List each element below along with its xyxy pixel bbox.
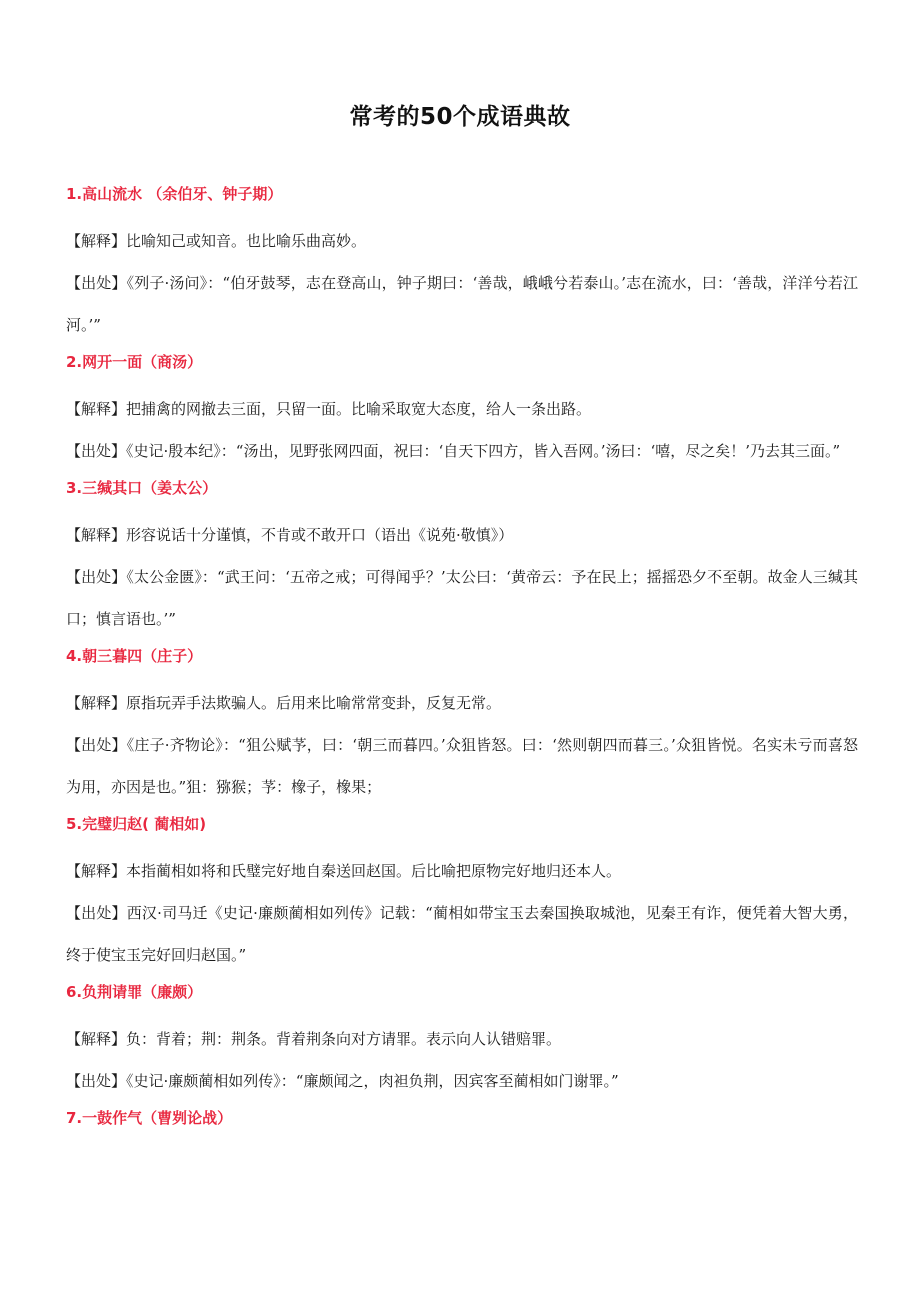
entry-heading: 1.高山流水 （余伯牙、钟子期） xyxy=(66,185,283,203)
entry-explanation xyxy=(66,388,858,430)
source-text: 《史记·廉颇蔺相如列传》：“廉颇闻之，肉袒负荆，因宾客至蔺相如门谢罪。” xyxy=(126,1072,619,1090)
entry-explanation xyxy=(66,1018,858,1060)
source-text: 《庄子·齐物论》：“狙公赋芧，曰：‘朝三而暮四。’众狙皆怒。曰：‘然则朝四而暮三。’众狙皆悦。名实未亏而喜怒为用，亦因是也。”狙：猕猴；芧：橡子，橡果； xyxy=(66,736,858,796)
document-body xyxy=(66,178,858,1144)
source-tag: 【出处】 xyxy=(66,904,127,922)
source-text: 《史记·殷本纪》：“汤出，见野张网四面，祝曰：‘自天下四方，皆入吾网。’汤曰：‘嘻，尽之矣！’乃去其三面。” xyxy=(126,442,841,460)
source-tag: 【出处】 xyxy=(66,442,127,460)
idiom-entry xyxy=(66,1102,858,1144)
explanation-tag: 【解释】 xyxy=(66,232,127,250)
explanation-tag: 【解释】 xyxy=(66,862,127,880)
explanation-text: 原指玩弄手法欺骗人。后用来比喻常常变卦，反复无常。 xyxy=(126,694,502,712)
idiom-entry xyxy=(66,640,858,808)
entry-source xyxy=(66,430,858,472)
source-tag: 【出处】 xyxy=(66,568,127,586)
entry-explanation xyxy=(66,514,858,556)
entry-source xyxy=(66,892,858,976)
entry-heading: 7.一鼓作气（曹刿论战） xyxy=(66,1109,233,1127)
explanation-tag: 【解释】 xyxy=(66,400,127,418)
entry-heading: 3.三缄其口（姜太公） xyxy=(66,479,218,497)
entry-heading: 6.负荆请罪（廉颇） xyxy=(66,983,203,1001)
explanation-text: 把捕禽的网撤去三面，只留一面。比喻采取宽大态度，给人一条出路。 xyxy=(126,400,592,418)
entry-source xyxy=(66,262,858,346)
explanation-tag: 【解释】 xyxy=(66,526,127,544)
explanation-text: 形容说话十分谨慎，不肯或不敢开口（语出《说苑·敬慎》） xyxy=(126,526,514,544)
entry-explanation xyxy=(66,682,858,724)
explanation-text: 本指蔺相如将和氏璧完好地自秦送回赵国。后比喻把原物完好地归还本人。 xyxy=(126,862,622,880)
entry-heading: 5.完璧归赵( 蔺相如) xyxy=(66,815,207,833)
entry-explanation xyxy=(66,220,858,262)
explanation-text: 比喻知己或知音。也比喻乐曲高妙。 xyxy=(126,232,367,250)
source-text: 《太公金匮》：“武王问：‘五帝之戒；可得闻乎？’太公曰：‘黄帝云：予在民上；摇摇恐夕不至朝。故金人三缄其口；慎言语也。’” xyxy=(66,568,858,628)
source-tag: 【出处】 xyxy=(66,274,127,292)
entry-source xyxy=(66,556,858,640)
idiom-entry xyxy=(66,346,858,472)
idiom-entry xyxy=(66,976,858,1102)
source-tag: 【出处】 xyxy=(66,1072,127,1090)
explanation-tag: 【解释】 xyxy=(66,1030,127,1048)
entry-source xyxy=(66,724,858,808)
source-text: 西汉·司马迁《史记·廉颇蔺相如列传》记载：“蔺相如带宝玉去秦国换取城池，见秦王有诈，便凭着大智大勇，终于使宝玉完好回归赵国。” xyxy=(66,904,858,964)
document-title: 常考的50个成语典故 xyxy=(349,104,571,130)
entry-source xyxy=(66,1060,858,1102)
idiom-entry xyxy=(66,808,858,976)
idiom-entry xyxy=(66,472,858,640)
idiom-entry xyxy=(66,178,858,346)
entry-explanation xyxy=(66,850,858,892)
explanation-text: 负：背着；荆：荆条。背着荆条向对方请罪。表示向人认错赔罪。 xyxy=(126,1030,562,1048)
source-text: 《列子·汤问》：“伯牙鼓琴，志在登高山，钟子期曰：‘善哉，峨峨兮若泰山。’志在流水，曰：‘善哉，洋洋兮若江河。’” xyxy=(66,274,858,334)
explanation-tag: 【解释】 xyxy=(66,694,127,712)
entry-heading: 2.网开一面（商汤） xyxy=(66,353,203,371)
entry-heading: 4.朝三暮四（庄子） xyxy=(66,647,203,665)
source-tag: 【出处】 xyxy=(66,736,127,754)
